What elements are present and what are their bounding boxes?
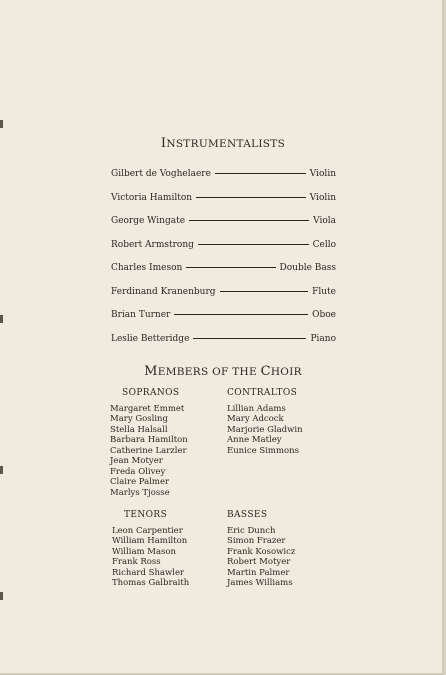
- binding-mark: [0, 120, 3, 128]
- player-name: Charles Imeson: [111, 263, 183, 273]
- binding-mark: [0, 592, 3, 600]
- basses-column: [227, 510, 295, 589]
- instrumentalist-row: [111, 310, 336, 334]
- choir-member: Lillian Adams: [227, 403, 286, 414]
- choir-member: Robert Motyer: [227, 557, 291, 567]
- contraltos-heading: CONTRALTOS: [227, 388, 298, 398]
- leader-line: [193, 338, 306, 339]
- player-name: Victoria Hamilton: [111, 192, 193, 203]
- player-name: Robert Armstrong: [111, 239, 194, 250]
- leader-line: [189, 220, 309, 221]
- choir-member: Richard Shawler: [112, 567, 185, 578]
- leader-line: [198, 244, 309, 245]
- instrumentalist-row: [111, 240, 336, 264]
- leader-line: [220, 291, 309, 292]
- choir-member: Freda Olivey: [110, 466, 166, 477]
- choir-member: Margaret Emmet: [110, 403, 185, 414]
- player-name: Brian Turner: [111, 310, 171, 320]
- instrumentalist-row: [111, 169, 336, 193]
- binding-mark: [0, 466, 3, 474]
- leader-line: [196, 197, 306, 198]
- leader-line: [215, 173, 306, 174]
- instrumentalist-row: [111, 216, 336, 240]
- choir-member: James Williams: [227, 578, 293, 588]
- player-name: George Wingate: [111, 216, 186, 226]
- player-name: Gilbert de Voghelaere: [111, 169, 211, 179]
- player-instrument: Cello: [312, 239, 336, 250]
- choir-member: Catherine Larzler: [110, 445, 187, 456]
- choir-member: Simon Frazer: [227, 536, 286, 546]
- player-instrument: Viola: [313, 216, 336, 226]
- instrumentalist-row: [111, 193, 336, 217]
- player-instrument: Violin: [309, 169, 336, 179]
- basses-heading: BASSES: [227, 510, 268, 520]
- choir-member: Marjorie Gladwin: [227, 424, 303, 435]
- instrumentalist-row: [111, 334, 336, 358]
- instrumentalists-heading: INSTRUMENTALISTS: [160, 136, 286, 151]
- sopranos-column: [110, 388, 188, 498]
- binding-mark: [0, 315, 3, 323]
- choir-member: Thomas Galbraith: [112, 578, 190, 588]
- leader-line: [174, 314, 308, 315]
- tenors-column: [112, 510, 189, 589]
- instrumentalist-row: [111, 287, 336, 311]
- contraltos-column: [227, 388, 303, 456]
- choir-member: Jean Motyer: [110, 456, 163, 466]
- instrumentalist-row: [111, 263, 336, 287]
- choir-member: Eric Dunch: [227, 525, 276, 536]
- player-name: Leslie Betteridge: [111, 333, 190, 344]
- choir-member: William Mason: [112, 546, 177, 557]
- choir-member: William Hamilton: [112, 536, 188, 546]
- choir-member: Marlys Tjosse: [110, 487, 170, 498]
- player-instrument: Flute: [312, 286, 336, 297]
- choir-member: Frank Ross: [112, 557, 161, 567]
- choir-member: Stella Halsall: [110, 424, 168, 435]
- choir-member: Frank Kosowicz: [227, 546, 296, 557]
- leader-line: [186, 267, 275, 268]
- choir-member: Barbara Hamilton: [110, 435, 188, 445]
- choir-member: Leon Carpentier: [112, 525, 183, 536]
- sopranos-heading: SOPRANOS: [122, 388, 180, 398]
- instrumentalists-list: [111, 169, 336, 357]
- choir-member: Eunice Simmons: [227, 445, 299, 456]
- choir-member: Anne Matley: [227, 435, 282, 445]
- choir-heading: MEMBERS OF THE CHOIR: [144, 364, 302, 379]
- player-instrument: Oboe: [312, 310, 336, 320]
- player-instrument: Double Bass: [279, 263, 336, 273]
- choir-member: Martin Palmer: [227, 567, 290, 578]
- player-instrument: Violin: [309, 192, 336, 203]
- choir-member: Mary Adcock: [227, 414, 284, 424]
- tenors-heading: TENORS: [124, 510, 168, 520]
- choir-member: Claire Palmer: [110, 477, 170, 487]
- player-instrument: Piano: [310, 333, 336, 344]
- player-name: Ferdinand Kranenburg: [111, 286, 216, 297]
- choir-member: Mary Gosling: [110, 414, 168, 424]
